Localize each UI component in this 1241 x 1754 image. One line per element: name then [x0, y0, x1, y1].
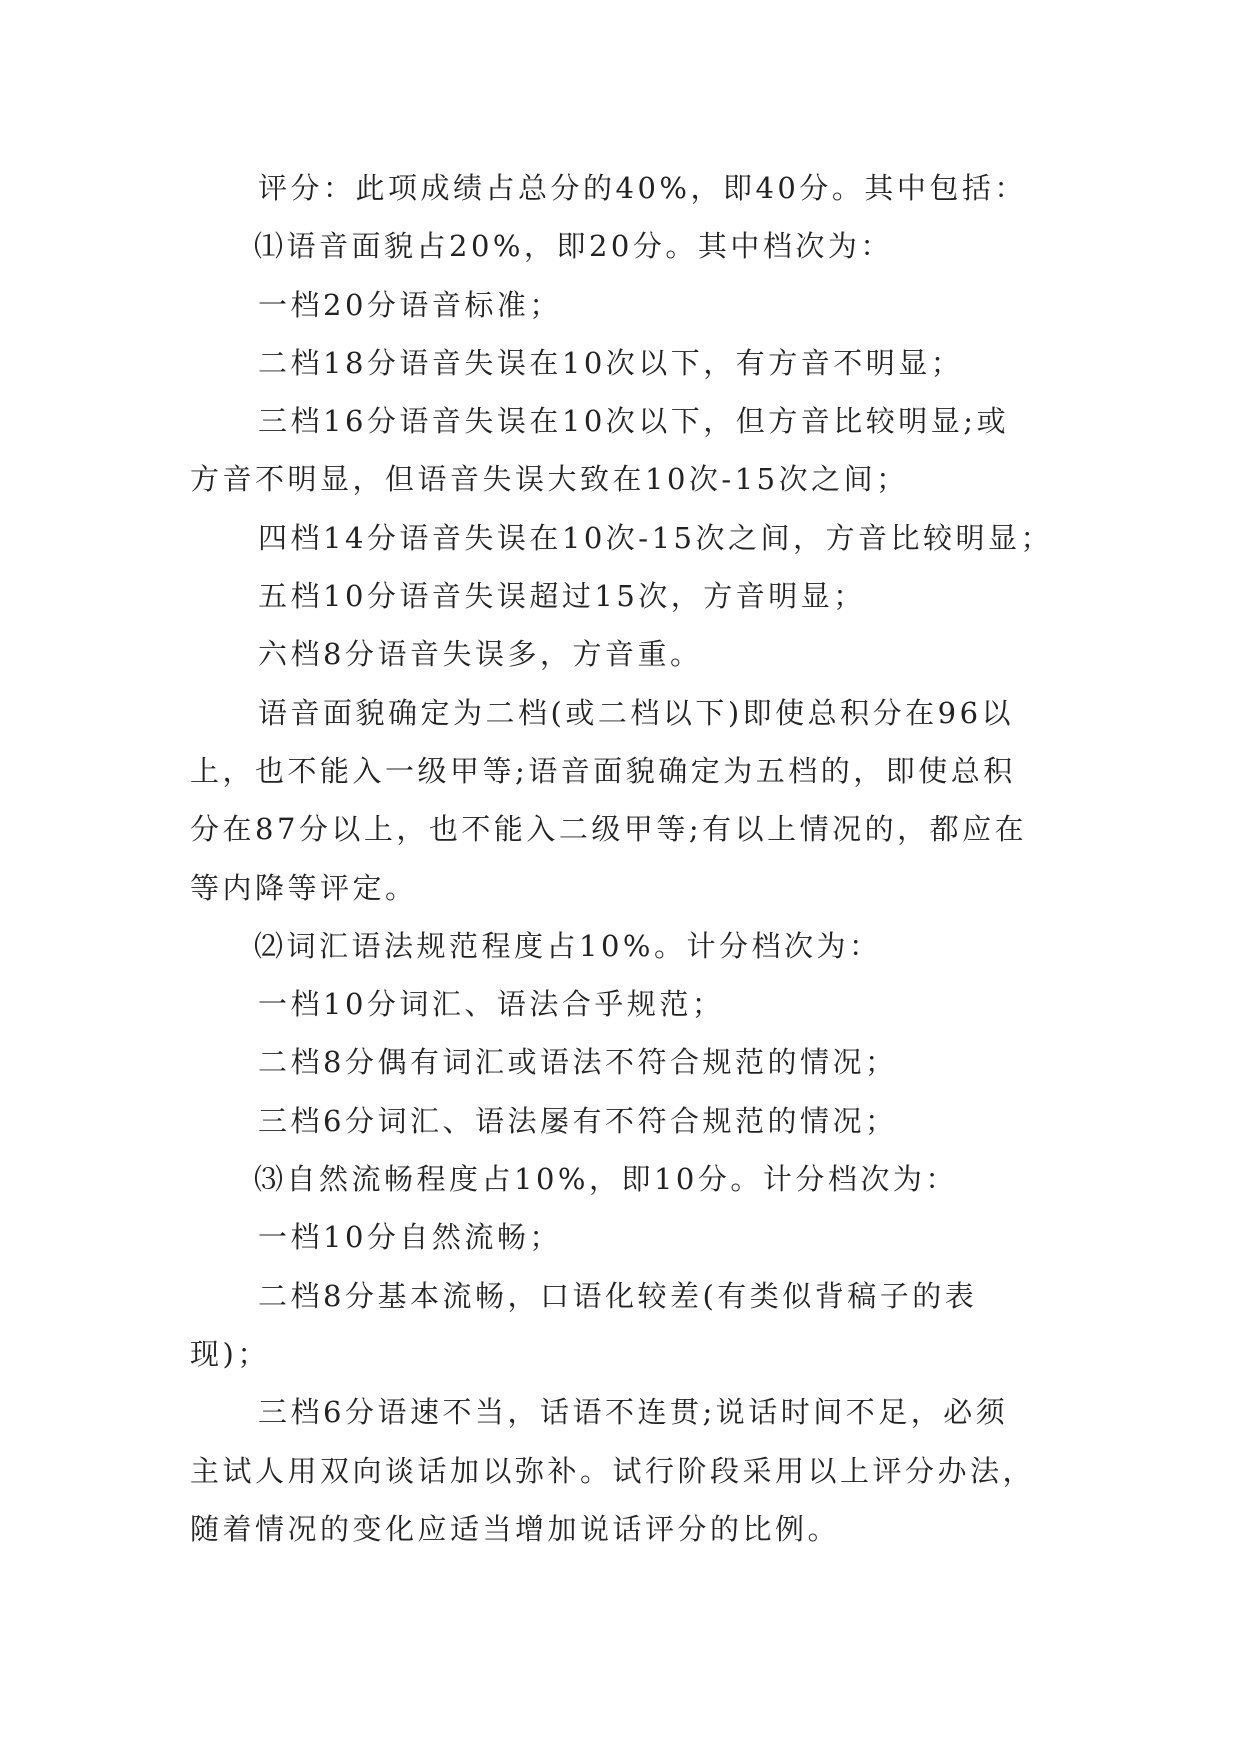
paragraph-line: 三档6分语速不当，话语不连贯;说话时间不足，必须	[258, 1395, 1009, 1430]
paragraph-line: 现)；	[190, 1336, 270, 1371]
paragraph-line: 等内降等评定。	[190, 870, 418, 905]
paragraph-line: 一档20分语音标准；	[258, 287, 562, 322]
paragraph-line: 二档8分偶有词汇或语法不符合规范的情况；	[258, 1045, 898, 1080]
paragraph-line: 语音面貌确定为二档(或二档以下)即使总积分在96以	[258, 695, 1015, 730]
paragraph-line: 方音不明显，但语音失误大致在10次-15次之间；	[190, 462, 909, 497]
paragraph-line: ⑴语音面貌占20%，即20分。其中档次为：	[254, 229, 893, 264]
paragraph-line: 四档14分语音失误在10次-15次之间，方音比较明显；	[258, 520, 1054, 555]
paragraph-line: 评分：此项成绩占总分的40%，即40分。其中包括：	[258, 171, 1027, 205]
paragraph-line: ⑵词汇语法规范程度占10%。计分档次为：	[254, 928, 882, 963]
paragraph-line: 分在87分以上，也不能入二级甲等;有以上情况的，都应在	[190, 812, 1028, 847]
paragraph-line: 三档16分语音失误在10次以下，但方音比较明显;或	[258, 404, 1010, 439]
paragraph-line: ⑶自然流畅程度占10%，即10分。计分档次为：	[254, 1162, 958, 1197]
paragraph-line: 随着情况的变化应适当增加说话评分的比例。	[190, 1511, 841, 1546]
paragraph-line: 二档8分基本流畅，口语化较差(有类似背稿子的表	[258, 1278, 978, 1313]
paragraph-line: 一档10分词汇、语法合乎规范；	[258, 987, 725, 1022]
paragraph-line: 三档6分词汇、语法屡有不符合规范的情况；	[258, 1103, 898, 1138]
paragraph-line: 二档18分语音失误在10次以下，有方音不明显；	[258, 345, 964, 380]
paragraph-line: 六档8分语音失误多，方音重。	[258, 637, 703, 672]
paragraph-line: 主试人用双向谈话加以弥补。试行阶段采用以上评分办法，	[190, 1453, 1036, 1488]
paragraph-line: 上，也不能入一级甲等;语音面貌确定为五档的，即使总积	[190, 753, 1016, 788]
document-body	[190, 159, 1070, 1558]
paragraph-line: 五档10分语音失误超过15次，方音明显；	[258, 579, 866, 614]
paragraph-line: 一档10分自然流畅；	[258, 1220, 562, 1255]
